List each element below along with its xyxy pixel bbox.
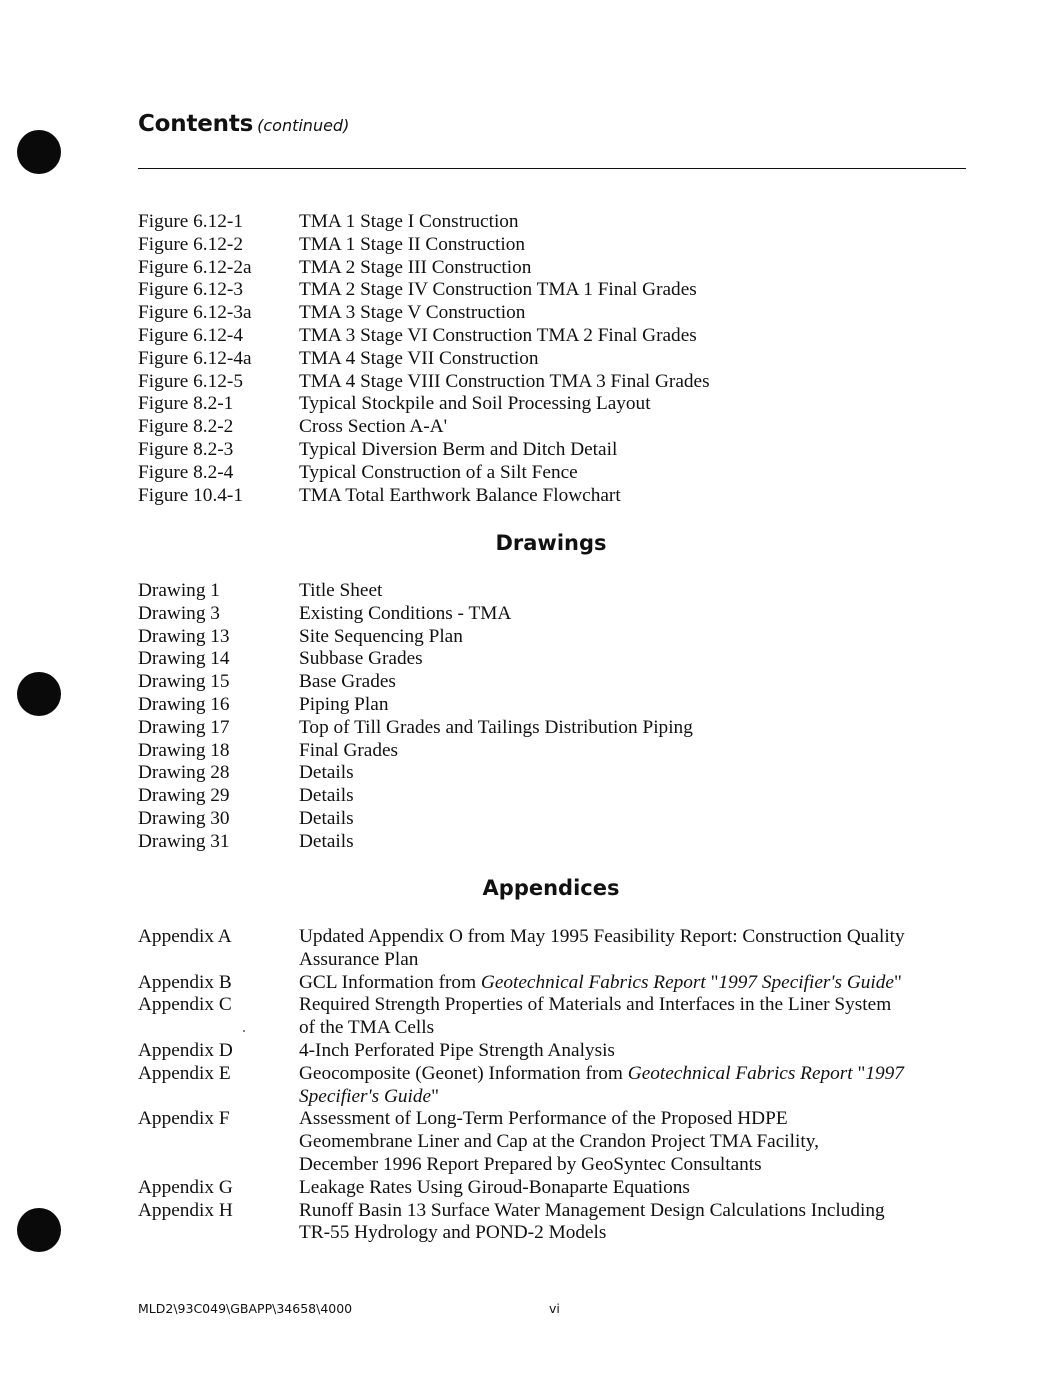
list-item — [138, 580, 968, 603]
list-item — [138, 1063, 968, 1109]
drawing-title: Details — [299, 785, 354, 807]
list-item — [138, 972, 968, 995]
scan-speck — [243, 1030, 245, 1032]
figure-title: TMA 4 Stage VIII Construction TMA 3 Final Grades — [299, 370, 710, 392]
figure-label: Figure 8.2-2 — [138, 416, 234, 438]
appendix-label: Appendix F — [138, 1108, 230, 1130]
figure-label: Figure 8.2-1 — [138, 393, 234, 415]
punch-hole-middle — [17, 672, 61, 716]
figure-label: Figure 6.12-3a — [138, 302, 252, 324]
figure-label: Figure 6.12-4 — [138, 324, 243, 346]
list-item — [138, 1108, 968, 1176]
page-number: vi — [549, 1301, 560, 1316]
figure-title: Typical Stockpile and Soil Processing Layout — [299, 393, 651, 415]
drawing-title: Title Sheet — [299, 580, 383, 601]
figure-title: Typical Construction of a Silt Fence — [299, 461, 578, 483]
list-item — [138, 648, 968, 671]
figure-title: TMA 2 Stage III Construction — [299, 256, 532, 278]
quote-open: " — [852, 1062, 866, 1084]
drawing-label: Drawing 28 — [138, 762, 230, 784]
list-item — [138, 1200, 968, 1246]
appendix-title-text: GCL Information from — [299, 971, 481, 993]
list-item — [138, 926, 968, 972]
appendix-title-line: Required Strength Properties of Materials and Interfaces in the Liner System — [299, 994, 892, 1016]
list-item — [138, 485, 968, 508]
drawing-title: Base Grades — [299, 671, 396, 693]
list-item — [138, 325, 968, 348]
figure-label: Figure 6.12-2a — [138, 256, 252, 278]
appendices-list — [138, 926, 968, 1245]
appendix-label: Appendix D — [138, 1039, 233, 1061]
drawings-heading: Drawings — [495, 531, 607, 555]
publication-subtitle: 1997 — [865, 1062, 904, 1084]
appendix-label: Appendix A — [138, 926, 232, 947]
list-item — [138, 257, 968, 280]
footer-doc-id: MLD2\93C049\GBAPP\34658\4000 — [138, 1301, 353, 1316]
drawing-title: Top of Till Grades and Tailings Distribution Piping — [299, 716, 693, 738]
figure-label: Figure 6.12-1 — [138, 211, 243, 232]
list-item — [138, 762, 968, 785]
figure-label: Figure 6.12-3 — [138, 279, 243, 301]
drawing-label: Drawing 1 — [138, 580, 220, 601]
figure-title: TMA 3 Stage V Construction — [299, 302, 526, 324]
figure-label: Figure 8.2-4 — [138, 461, 234, 483]
drawing-label: Drawing 17 — [138, 716, 230, 738]
appendix-title: Leakage Rates Using Giroud-Bonaparte Equations — [299, 1176, 690, 1198]
quote-open: " — [705, 971, 719, 993]
list-item — [138, 462, 968, 485]
page-header — [138, 111, 349, 137]
figure-title: Typical Diversion Berm and Ditch Detail — [299, 438, 618, 460]
appendix-title-line: Geomembrane Liner and Cap at the Crandon Project TMA Facility, — [299, 1131, 819, 1153]
drawing-label: Drawing 31 — [138, 830, 230, 852]
figures-list — [138, 211, 968, 507]
drawing-label: Drawing 15 — [138, 671, 230, 693]
list-item — [138, 808, 968, 831]
drawing-title: Piping Plan — [299, 693, 389, 715]
list-item — [138, 603, 968, 626]
drawing-title: Final Grades — [299, 739, 399, 761]
figure-title: TMA 2 Stage IV Construction TMA 1 Final Grades — [299, 279, 697, 301]
appendix-title — [299, 994, 968, 1040]
figure-title: TMA 3 Stage VI Construction TMA 2 Final Grades — [299, 324, 697, 346]
drawing-label: Drawing 29 — [138, 785, 230, 807]
list-item — [138, 740, 968, 763]
appendix-title — [299, 1063, 968, 1109]
punch-hole-bottom — [17, 1208, 61, 1252]
appendix-title-line: Runoff Basin 13 Surface Water Management Design Calculations Including — [299, 1199, 885, 1221]
figure-label: Figure 6.12-2 — [138, 233, 243, 255]
punch-hole-top — [17, 130, 61, 174]
drawing-title: Details — [299, 807, 354, 829]
list-item — [138, 371, 968, 394]
publication-title: Geotechnical Fabrics Report — [480, 971, 706, 993]
appendix-title-text: Geocomposite (Geonet) Information from — [299, 1062, 628, 1084]
list-item — [138, 994, 968, 1040]
drawing-label: Drawing 18 — [138, 739, 230, 761]
list-item — [138, 831, 968, 854]
drawing-title: Details — [299, 830, 354, 852]
list-item — [138, 393, 968, 416]
appendix-label: Appendix C — [138, 994, 232, 1016]
figure-title: TMA Total Earthwork Balance Flowchart — [299, 484, 621, 506]
appendix-title — [299, 926, 968, 972]
figure-label: Figure 8.2-3 — [138, 438, 234, 460]
appendix-label: Appendix E — [138, 1062, 231, 1084]
list-item — [138, 416, 968, 439]
list-item — [138, 1040, 968, 1063]
appendix-title-line: Assurance Plan — [299, 948, 419, 970]
figure-label: Figure 6.12-4a — [138, 347, 252, 369]
figure-title: TMA 1 Stage I Construction — [299, 211, 519, 232]
list-item — [138, 671, 968, 694]
figure-title: TMA 4 Stage VII Construction — [299, 347, 539, 369]
list-item — [138, 626, 968, 649]
appendix-title — [299, 1200, 968, 1246]
appendices-heading: Appendices — [482, 876, 620, 900]
list-item — [138, 717, 968, 740]
drawings-list — [138, 580, 968, 854]
figure-title: Cross Section A-A' — [299, 416, 448, 438]
appendix-title — [299, 1108, 968, 1176]
drawing-title: Existing Conditions - TMA — [299, 602, 512, 624]
list-item — [138, 234, 968, 257]
drawing-title: Details — [299, 762, 354, 784]
list-item — [138, 211, 968, 234]
drawing-label: Drawing 3 — [138, 602, 220, 624]
publication-subtitle: 1997 Specifier's Guide — [718, 971, 894, 993]
drawing-title: Subbase Grades — [299, 648, 423, 670]
drawing-title: Site Sequencing Plan — [299, 625, 463, 647]
appendix-title — [299, 972, 968, 995]
list-item — [138, 302, 968, 325]
appendix-label: Appendix H — [138, 1199, 233, 1221]
drawing-label: Drawing 16 — [138, 693, 230, 715]
figure-label: Figure 6.12-5 — [138, 370, 243, 392]
drawing-label: Drawing 13 — [138, 625, 230, 647]
page-title: Contents — [138, 111, 254, 137]
header-rule — [138, 168, 966, 169]
appendix-title: 4-Inch Perforated Pipe Strength Analysis — [299, 1039, 615, 1061]
publication-subtitle: Specifier's Guide — [299, 1085, 432, 1107]
appendix-label: Appendix B — [138, 971, 232, 993]
publication-title: Geotechnical Fabrics Report — [627, 1062, 853, 1084]
list-item — [138, 694, 968, 717]
list-item — [138, 279, 968, 302]
figure-title: TMA 1 Stage II Construction — [299, 233, 525, 255]
quote-close: " — [431, 1085, 439, 1107]
list-item — [138, 348, 968, 371]
drawing-label: Drawing 14 — [138, 648, 230, 670]
list-item — [138, 785, 968, 808]
page-subtitle: (continued) — [257, 116, 350, 135]
list-item — [138, 439, 968, 462]
appendix-title-line: of the TMA Cells — [299, 1017, 435, 1039]
appendix-title-line: Updated Appendix O from May 1995 Feasibility Report: Construction Quality — [299, 926, 905, 947]
quote-close: " — [893, 971, 902, 993]
appendix-title-line: Assessment of Long-Term Performance of the Proposed HDPE — [299, 1108, 788, 1130]
figure-label: Figure 10.4-1 — [138, 484, 243, 506]
appendix-title-line: TR-55 Hydrology and POND-2 Models — [299, 1222, 607, 1244]
drawing-label: Drawing 30 — [138, 807, 230, 829]
appendix-title-line: December 1996 Report Prepared by GeoSyntec Consultants — [299, 1153, 762, 1175]
appendix-label: Appendix G — [138, 1176, 233, 1198]
list-item — [138, 1177, 968, 1200]
